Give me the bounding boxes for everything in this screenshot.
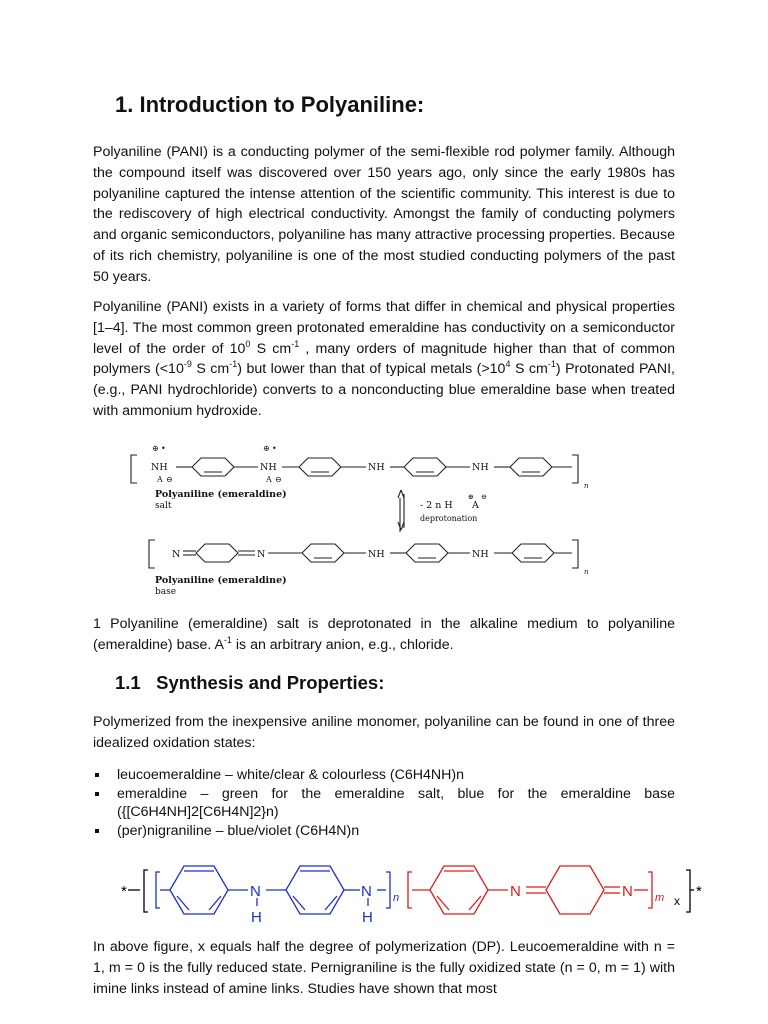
svg-text:A: A <box>157 475 163 484</box>
benzene-ring <box>430 866 488 914</box>
outer-bracket-left <box>144 870 148 912</box>
svg-text:•: • <box>272 444 277 453</box>
oxidized-unit <box>408 866 652 914</box>
reduced-unit <box>156 866 390 914</box>
list-item: (per)nigraniline – blue/violet (C6H4N)n <box>93 822 675 841</box>
svg-text:Polyaniline (emeraldine): Polyaniline (emeraldine) <box>155 575 287 586</box>
m-subscript: m <box>655 892 665 904</box>
nh-label: NH <box>472 462 489 473</box>
amine-h: H <box>251 909 262 926</box>
svg-text:base: base <box>155 587 177 597</box>
benzene-ring <box>170 866 228 914</box>
svg-text:A: A <box>266 475 272 484</box>
svg-text:•: • <box>161 444 166 453</box>
intro-paragraph: Polyaniline (PANI) is a conducting polymer of the semi-flexible rod polymer family. Although the compound itself was discovered over 150 years ago, only since the early 1980s has polyaniline captured the intense attention of the scientific community. This interest is due to the rediscovery of high electrical conductivity. Amongst the family of conducting polymers and organic semiconductors, polyaniline has many attractive processing properties. Because of its rich chemistry, polyaniline is one of the most studied conducting polymers of the past 50 years. <box>93 144 675 285</box>
nh-label: NH <box>368 462 385 473</box>
outer-bracket-right <box>686 870 690 912</box>
imine-n: N <box>510 883 521 900</box>
svg-text:⊕: ⊕ <box>468 493 474 501</box>
list-item: leucoemeraldine – white/clear & colourless (C6H4NH)n <box>93 766 675 785</box>
amine-h: H <box>362 909 373 926</box>
svg-text:⊖: ⊖ <box>275 475 282 484</box>
section-number: 1. <box>115 92 134 117</box>
svg-text:n: n <box>584 482 589 490</box>
degree-paragraph: In above figure, x equals half the degree of polymerization (DP). Leucoemeraldine with n = 1, m = 0 is the fully reduced state. Pernigraniline is the fully oxidized state (n = 0, m = 1) with imine links instead of amine links. Studies have shown that most <box>93 939 675 997</box>
star-label: * <box>121 883 127 900</box>
svg-text:⊕: ⊕ <box>263 444 270 453</box>
amine-n: N <box>250 883 261 900</box>
n-label: N <box>257 549 266 560</box>
section-subtitle: 1.1 Synthesis and Properties: <box>115 672 385 693</box>
n-subscript: n <box>393 892 400 904</box>
section-title: Introduction to Polyaniline: <box>139 92 425 117</box>
x-subscript: x <box>674 894 680 908</box>
nh-label: NH <box>368 549 385 560</box>
nh-label: NH <box>260 462 277 473</box>
n-label: N <box>172 549 181 560</box>
nh-label: NH <box>472 549 489 560</box>
reagent-label: - 2 n H <box>420 500 453 511</box>
figure-caption: 1 Polyaniline (emeraldine) salt is deprotonated in the alkaline medium to polyaniline (emeraldine) base. $A^{-1}$ is an arbitrary anion, e.g., chloride. <box>93 616 675 653</box>
list-item: emeraldine – green for the emeraldine salt, blue for the emeraldine base ({[C6H4NH]2[C6H4N]2}n) <box>93 785 675 822</box>
svg-text:⊖: ⊖ <box>166 475 173 484</box>
svg-text:A: A <box>472 500 479 511</box>
svg-text:salt: salt <box>155 501 172 511</box>
svg-text:⊕: ⊕ <box>152 444 159 453</box>
nh-label: NH <box>151 462 168 473</box>
svg-text:n: n <box>584 568 589 576</box>
forms-paragraph: Polyaniline (PANI) exists in a variety of forms that differ in chemical and physical properties [1–4]. The most common green protonated emeraldine has conductivity on a semiconductor level of the order of $10^0$ S $cm^{-1}$ , many orders of magnitude higher than that of common polymers ($<10^{-9}$ S $cm^{-1}$) but lower than that of typical metals ($>10^4$ S $cm^{-1}$) Protonated PANI, (e.g., PANI hydrochloride) converts to a nonconducting blue emeraldine base when treated with ammonium hydroxide. <box>93 299 675 419</box>
svg-text:Polyaniline (emeraldine): Polyaniline (emeraldine) <box>155 489 287 500</box>
amine-n: N <box>361 883 372 900</box>
imine-n: N <box>622 883 633 900</box>
process-label: deprotonation <box>420 514 478 523</box>
svg-text:⊖: ⊖ <box>481 493 487 501</box>
star-label: * <box>696 883 702 900</box>
quinoid-ring <box>546 866 604 914</box>
synthesis-paragraph: Polymerized from the inexpensive aniline monomer, polyaniline can be found in one of three idealized oxidation states: <box>93 714 675 751</box>
benzene-ring <box>286 866 344 914</box>
